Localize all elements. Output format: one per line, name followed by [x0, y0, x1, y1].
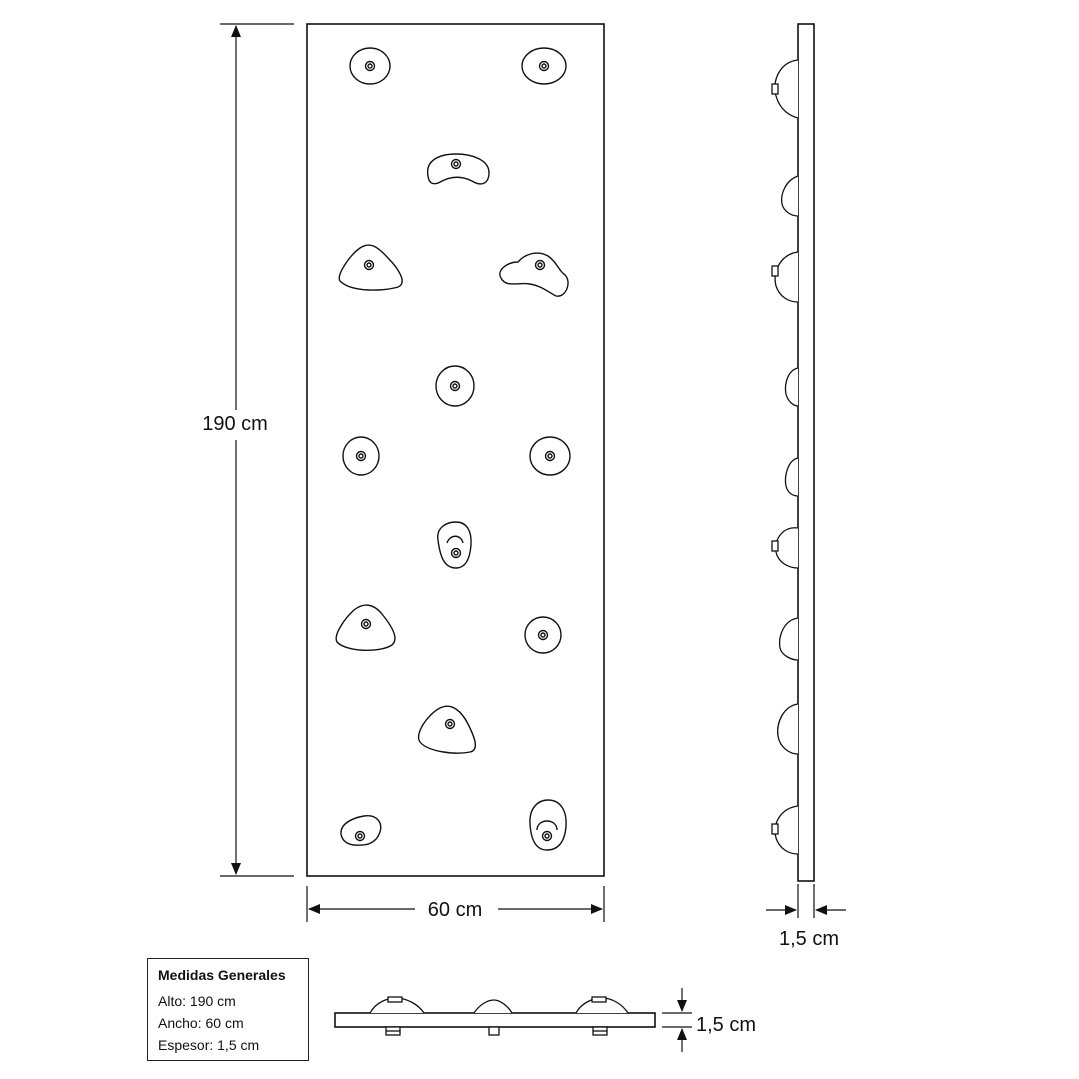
side-panel	[798, 24, 814, 881]
bottom-thickness-dimension	[662, 988, 692, 1052]
side-thickness-dimension	[766, 884, 846, 918]
side-thickness-label: 1,5 cm	[778, 928, 840, 950]
height-label: 190 cm	[202, 413, 268, 435]
legend-row-height: Alto: 190 cm	[158, 993, 236, 1009]
hold-round-4	[343, 437, 379, 475]
hold-round-1	[350, 48, 390, 84]
hold-round-3	[436, 366, 474, 406]
bottom-panel	[335, 1013, 655, 1027]
hold-jug	[530, 800, 566, 850]
bottom-thickness-label: 1,5 cm	[696, 1014, 757, 1036]
hold-round-6	[525, 617, 561, 653]
height-dimension	[220, 24, 294, 876]
legend-row-width: Ancho: 60 cm	[158, 1015, 244, 1031]
hold-round-5	[530, 437, 570, 475]
legend-row-thickness: Espesor: 1,5 cm	[158, 1037, 260, 1053]
legend-title: Medidas Generales	[158, 967, 286, 983]
width-label: 60 cm	[427, 899, 483, 921]
hold-round-2	[522, 48, 566, 84]
general-measurements-box	[147, 958, 309, 1061]
side-holds	[772, 60, 798, 854]
